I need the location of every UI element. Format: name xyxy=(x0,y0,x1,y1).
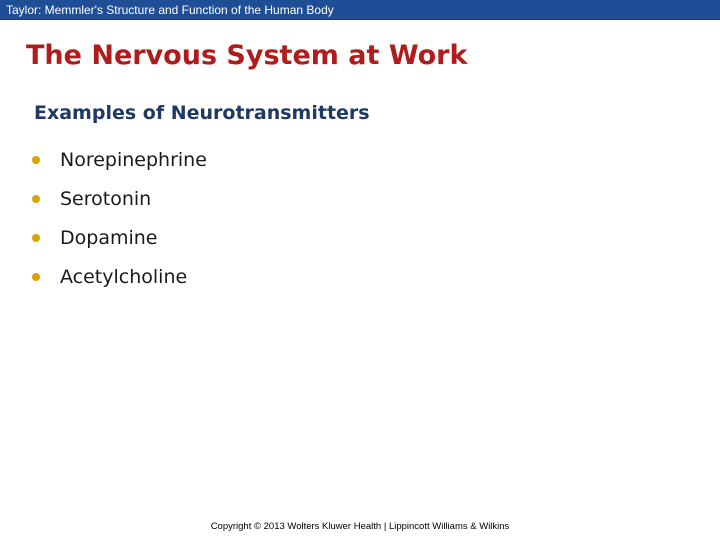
bullet-item xyxy=(32,179,207,218)
bullet-item xyxy=(32,257,207,296)
bullet-item xyxy=(32,218,207,257)
bullet-list xyxy=(32,140,207,296)
bullet-dot-icon xyxy=(32,234,40,242)
bullet-item xyxy=(32,140,207,179)
bullet-text: Norepinephrine xyxy=(60,148,207,171)
header-bar xyxy=(0,0,720,20)
bullet-text: Dopamine xyxy=(60,226,158,249)
slide-title: The Nervous System at Work xyxy=(26,40,468,71)
slide-subtitle: Examples of Neurotransmitters xyxy=(34,102,370,124)
bullet-dot-icon xyxy=(32,273,40,281)
copyright-footer: Copyright © 2013 Wolters Kluwer Health | Lippincott Williams & Wilkins xyxy=(210,521,510,532)
header-text: Taylor: Memmler's Structure and Function of the Human Body xyxy=(6,3,334,17)
bullet-dot-icon xyxy=(32,156,40,164)
bullet-text: Acetylcholine xyxy=(60,265,188,288)
bullet-dot-icon xyxy=(32,195,40,203)
bullet-text: Serotonin xyxy=(60,187,152,210)
